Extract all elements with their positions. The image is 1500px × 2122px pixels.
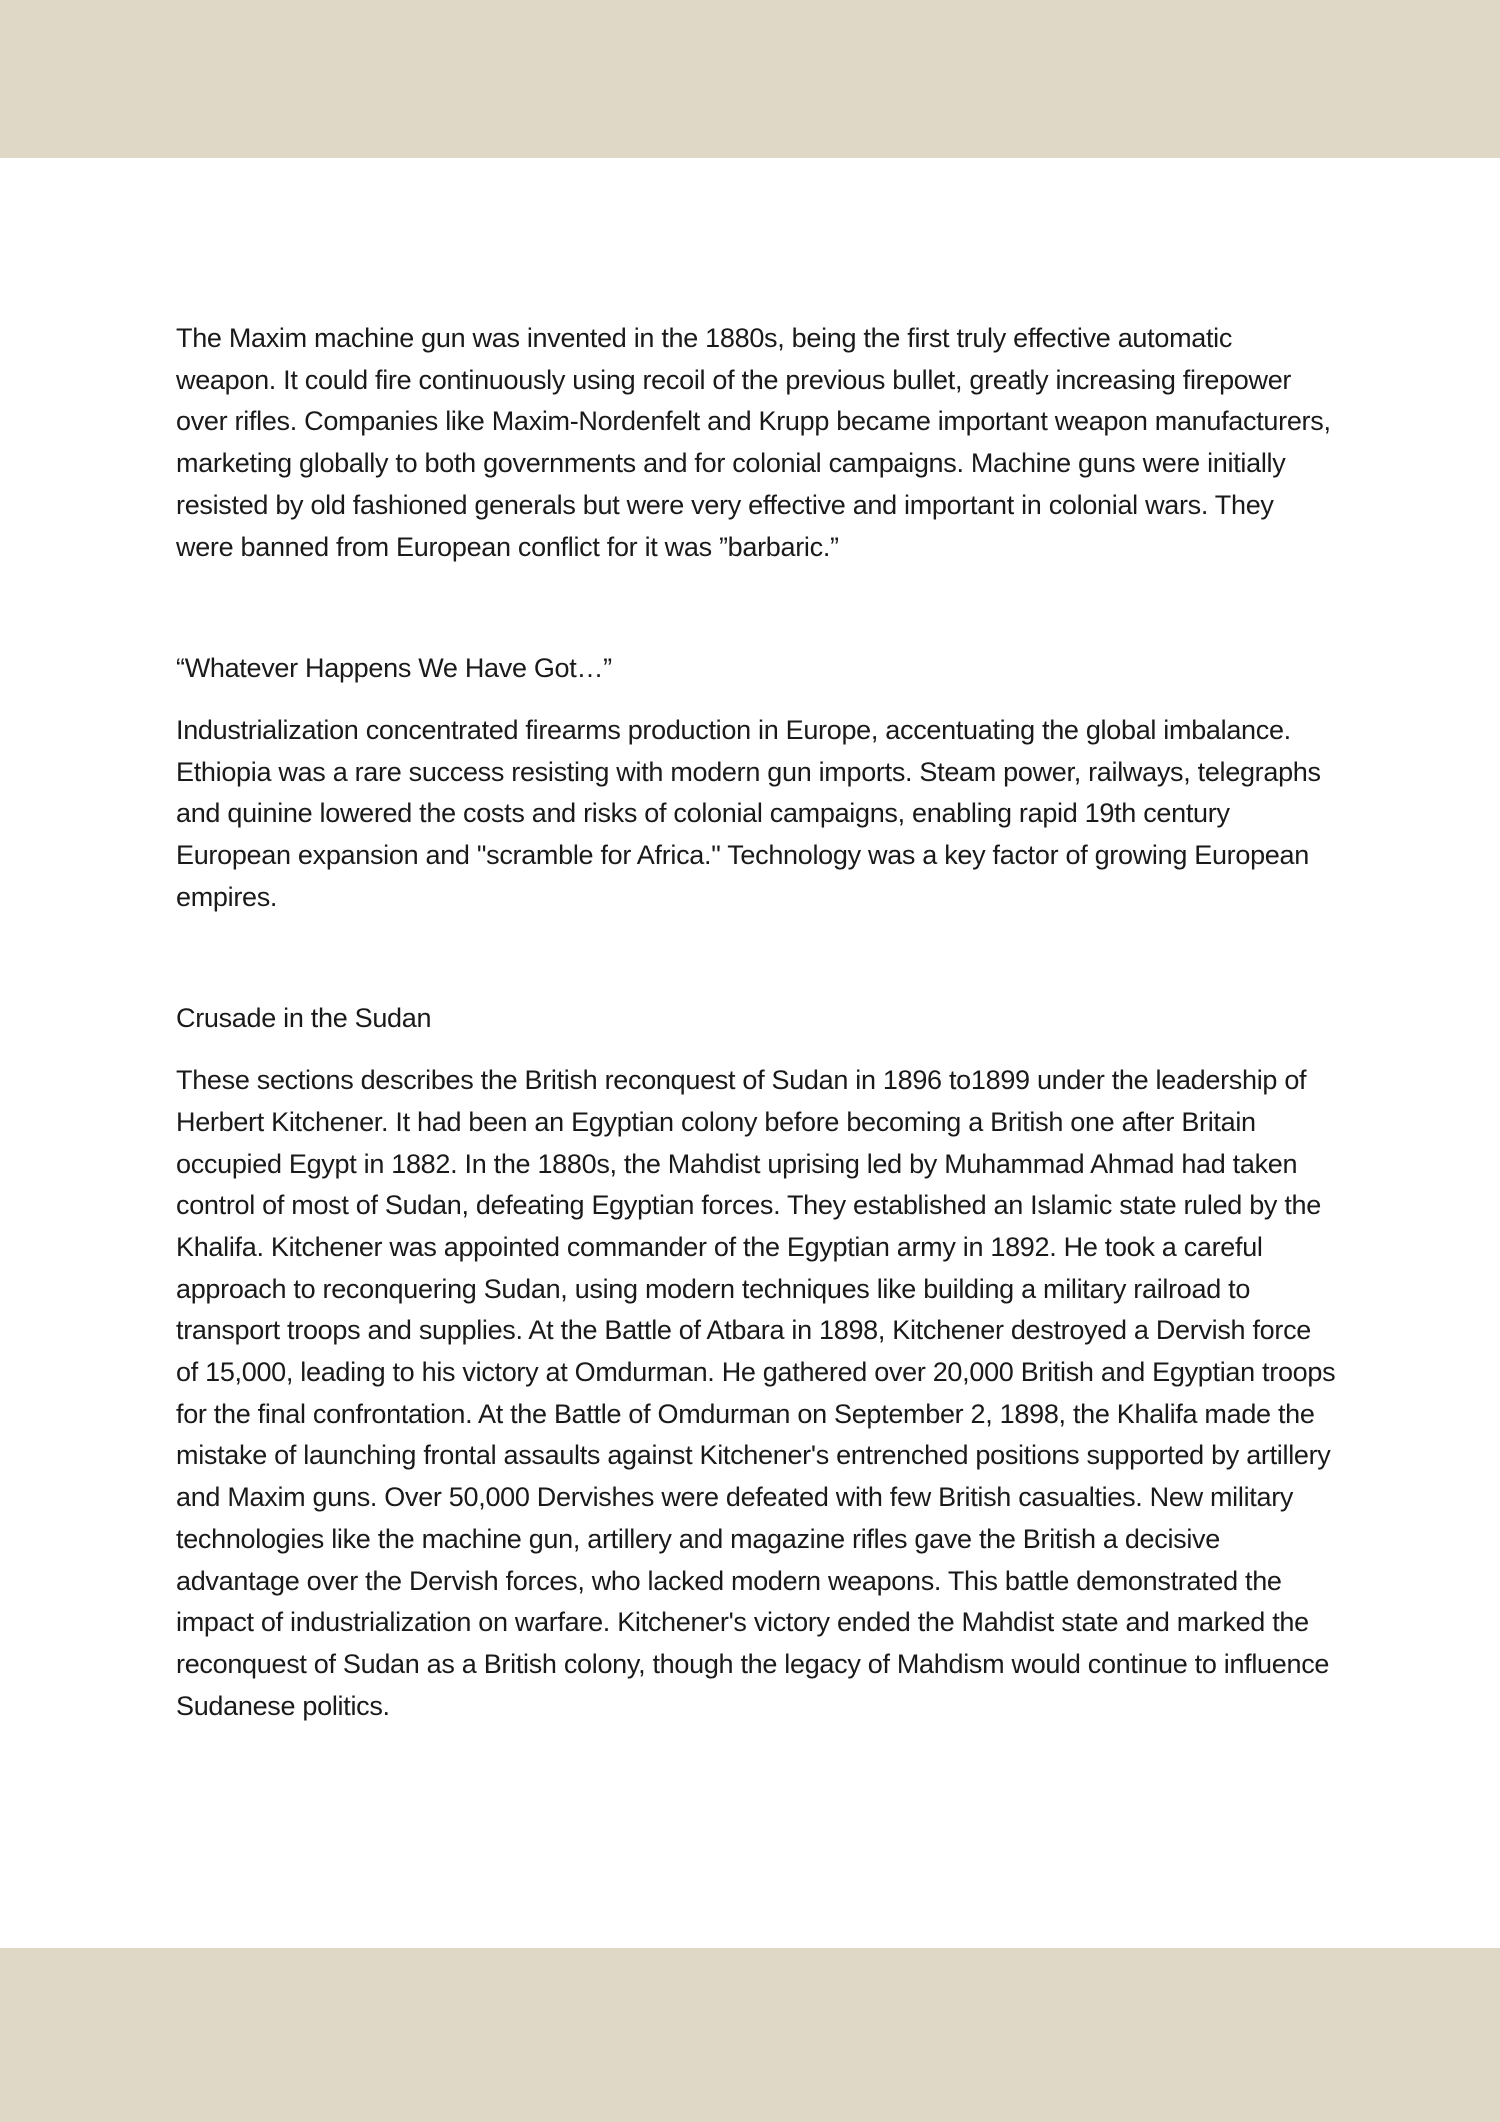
section-heading-whatever-happens: “Whatever Happens We Have Got…” <box>176 653 612 684</box>
paragraph-sudan-reconquest: These sections describes the British reconquest of Sudan in 1896 to1899 under the leadership of Herbert Kitchener. It had been an Egyptian colony before becoming a British one after Britain occupied Egypt in 1882. In the 1880s, the Mahdist uprising led by Muhammad Ahmad had taken control of most of Sudan, defeating Egyptian forces. They established an Islamic state ruled by the Khalifa. Kitchener was appointed commander of the Egyptian army in 1892. He took a careful approach to reconquering Sudan, using modern techniques like building a military railroad to transport troops and supplies. At the Battle of Atbara in 1898, Kitchener destroyed a Dervish force of 15,000, leading to his victory at Omdurman. He gathered over 20,000 British and Egyptian troops for the final confrontation. At the Battle of Omdurman on September 2, 1898, the Khalifa made the mistake of launching frontal assaults against Kitchener's entrenched positions supported by artillery and Maxim guns. Over 50,000 Dervishes were defeated with few British casualties. New military technologies like the machine gun, artillery and magazine rifles gave the British a decisive advantage over the Dervish forces, who lacked modern weapons. This battle demonstrated the impact of industrialization on warfare. Kitchener's victory ended the Mahdist state and marked the reconquest of Sudan as a British colony, though the legacy of Mahdism would continue to influence Sudanese politics. <box>176 1065 1336 1721</box>
heading-spacer <box>176 690 1336 710</box>
top-band <box>0 0 1500 158</box>
paragraph-maxim-gun: The Maxim machine gun was invented in the 1880s, being the first truly effective automatic weapon. It could fire continuously using recoil of the previous bullet, greatly increasing firepower over rifles. Companies like Maxim-Nordenfelt and Krupp became important weapon manufacturers, marketing globally to both governments and for colonial campaigns. Machine guns were initially resisted by old fashioned generals but were very effective and important in colonial wars. They were banned from European conflict for it was ”barbaric.” <box>176 323 1331 562</box>
bottom-band <box>0 1948 1500 2122</box>
section-spacer <box>176 918 1336 998</box>
document-body <box>176 318 1336 1727</box>
section-spacer <box>176 568 1336 648</box>
paragraph-industrialization: Industrialization concentrated firearms production in Europe, accentuating the global imbalance. Ethiopia was a rare success resisting with modern gun imports. Steam power, railways, telegraphs and quinine lowered the costs and risks of colonial campaigns, enabling rapid 19th century European expansion and "scramble for Africa." Technology was a key factor of growing European empires. <box>176 714 1321 912</box>
section-heading-crusade-sudan: Crusade in the Sudan <box>176 1003 432 1034</box>
heading-spacer <box>176 1040 1336 1060</box>
